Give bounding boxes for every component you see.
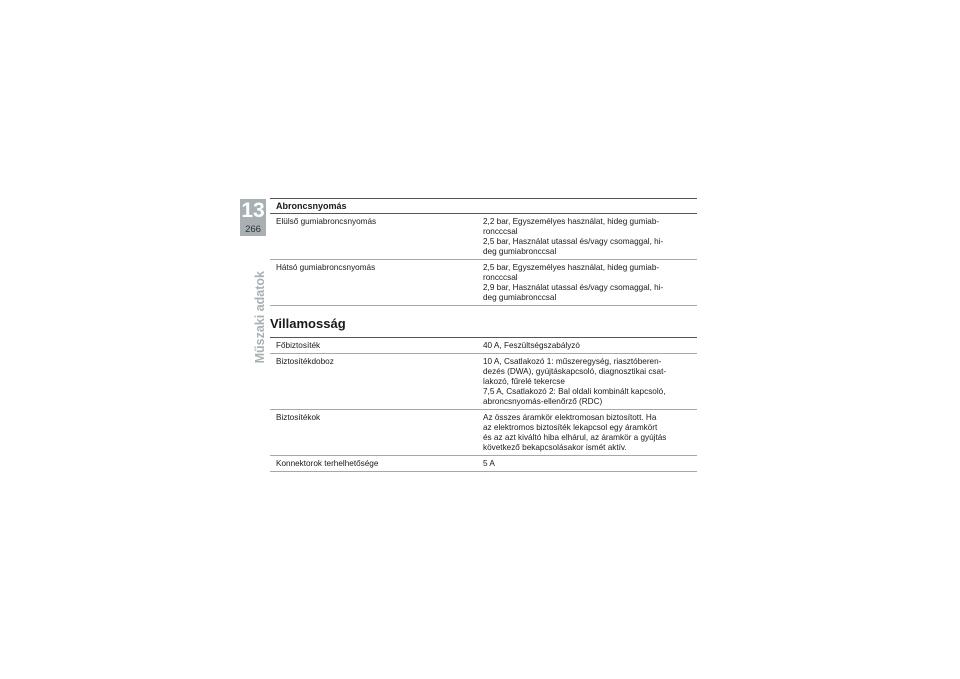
table-row bbox=[270, 354, 697, 410]
row-label: Hátsó gumiabroncsnyomás bbox=[276, 263, 376, 272]
row-value bbox=[483, 357, 697, 407]
row-value bbox=[483, 217, 697, 257]
chapter-title: Műszaki adatok bbox=[253, 271, 267, 364]
row-label: Biztosítékdoboz bbox=[276, 357, 334, 366]
value-line: következő bekapcsolásakor ismét aktív. bbox=[483, 443, 627, 452]
page-number: 266 bbox=[245, 224, 261, 235]
value-line: roncccsal bbox=[483, 273, 518, 282]
value-line: és az azt kiváltó hiba elhárul, az áramkör a gyújtás bbox=[483, 433, 667, 442]
value-line: 40 A, Feszültségszabályzó bbox=[483, 341, 580, 350]
tire-pressure-heading: Abroncsnyomás bbox=[276, 201, 347, 211]
value-line: 2,5 bar, Használat utassal és/vagy csomaggal, hi- bbox=[483, 237, 664, 246]
value-line: 2,2 bar, Egyszemélyes használat, hideg gumiab- bbox=[483, 217, 660, 226]
value-line: abroncsnyomás-ellenőrző (RDC) bbox=[483, 397, 603, 406]
tire-pressure-table bbox=[270, 214, 697, 306]
electrical-heading: Villamosság bbox=[270, 316, 346, 331]
spec-content bbox=[270, 198, 697, 472]
value-line: 2,5 bar, Egyszemélyes használat, hideg gumiab- bbox=[483, 263, 660, 272]
table-row bbox=[270, 410, 697, 456]
table-row bbox=[270, 260, 697, 306]
value-line: az elektromos biztosíték lekapcsol egy áramkört bbox=[483, 423, 658, 432]
electrical-table bbox=[270, 338, 697, 472]
value-line: 10 A, Csatlakozó 1: műszeregység, riasztóberen- bbox=[483, 357, 662, 366]
chapter-number: 13 bbox=[241, 199, 265, 222]
row-label: Biztosítékok bbox=[276, 413, 321, 422]
row-value bbox=[483, 341, 697, 351]
table-row bbox=[270, 456, 697, 472]
value-line: 5 A bbox=[483, 459, 495, 468]
value-line: dezés (DWA), gyújtáskapcsoló, diagnosztikai csat- bbox=[483, 367, 667, 376]
row-label: Elülső gumiabroncsnyomás bbox=[276, 217, 377, 226]
value-line: Az összes áramkör elektromosan biztosított. Ha bbox=[483, 413, 657, 422]
row-label: Konnektorok terhelhetősége bbox=[276, 459, 379, 468]
value-line: lakozó, fűrelé tekercse bbox=[483, 377, 565, 386]
row-value bbox=[483, 263, 697, 303]
value-line: roncccsal bbox=[483, 227, 518, 236]
row-label: Főbiztosíték bbox=[276, 341, 321, 350]
row-value bbox=[483, 413, 697, 453]
row-value bbox=[483, 459, 697, 469]
value-line: 2,9 bar, Használat utassal és/vagy csomaggal, hi- bbox=[483, 283, 664, 292]
value-line: deg gumiabronccsal bbox=[483, 293, 557, 302]
table-row bbox=[270, 214, 697, 260]
value-line: 7,5 A, Csatlakozó 2: Bal oldali kombinált kapcsoló, bbox=[483, 387, 666, 396]
table-row bbox=[270, 338, 697, 354]
value-line: deg gumiabronccsal bbox=[483, 247, 557, 256]
